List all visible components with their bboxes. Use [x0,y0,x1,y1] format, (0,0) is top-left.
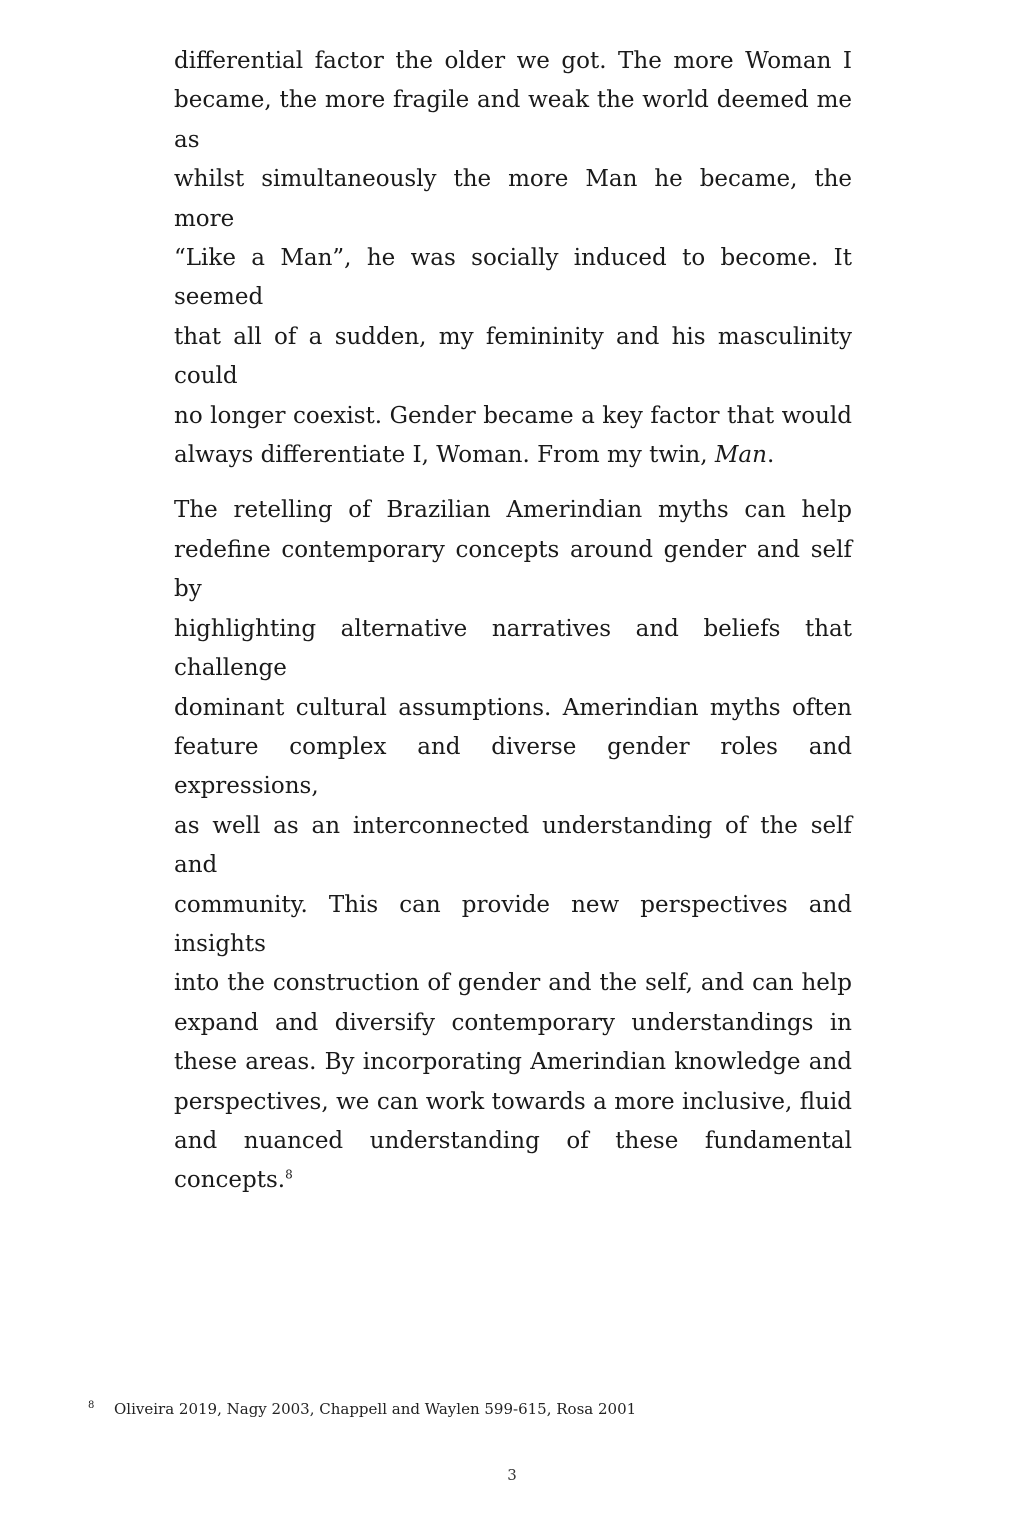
paragraph-2 [174,491,852,1200]
text-line: dominant cultural assumptions. Amerindian myths often [174,694,852,721]
footnote-reference[interactable]: 8 [285,1167,293,1182]
text-line: expand and diversify contemporary understandings in [174,1009,852,1036]
text-line: no longer coexist. Gender became a key factor that would [174,402,852,429]
text-line-last [174,436,852,475]
text-line: whilst simultaneously the more Man he became, the more [174,166,852,232]
text-line: into the construction of gender and the self, and can help [174,970,852,997]
page-number: 3 [507,1466,517,1484]
text-line: perspectives, we can work towards a more inclusive, fluid [174,1088,852,1115]
paragraph-1 [174,42,852,475]
text-fragment: always differentiate I, Woman. From my twin, [174,442,715,469]
text-line: these areas. By incorporating Amerindian knowledge and [174,1049,852,1076]
text-line: differential factor the older we got. The more Woman I [174,48,852,74]
emphasis-man: Man [714,442,767,469]
text-line: feature complex and diverse gender roles and expressions, [174,733,852,800]
text-line: “Like a Man”, he was socially induced to become. It seemed [174,245,852,311]
text-line: The retelling of Brazilian Amerindian myths can help [174,497,852,524]
text-line: highlighting alternative narratives and beliefs that challenge [174,615,852,682]
text-line-last [174,1122,852,1201]
text-line: community. This can provide new perspectives and insights [174,891,852,957]
text-line: as well as an interconnected understanding of the self and [174,812,852,879]
text-line: redefine contemporary concepts around gender and self by [174,536,852,603]
footnote: 8 Oliveira 2019, Nagy 2003, Chappell and Waylen 599-615, Rosa 2001 [88,1400,637,1418]
text-line: that all of a sudden, my femininity and his masculinity could [174,323,852,390]
text-fragment: . [766,442,775,469]
text-line: became, the more fragile and weak the world deemed me as [174,87,852,153]
footnote-text: Oliveira 2019, Nagy 2003, Chappell and Waylen 599-615, Rosa 2001 [114,1400,637,1418]
main-text [174,42,852,1217]
text-fragment: and nuanced understanding of these fundamental concepts. [174,1127,852,1194]
